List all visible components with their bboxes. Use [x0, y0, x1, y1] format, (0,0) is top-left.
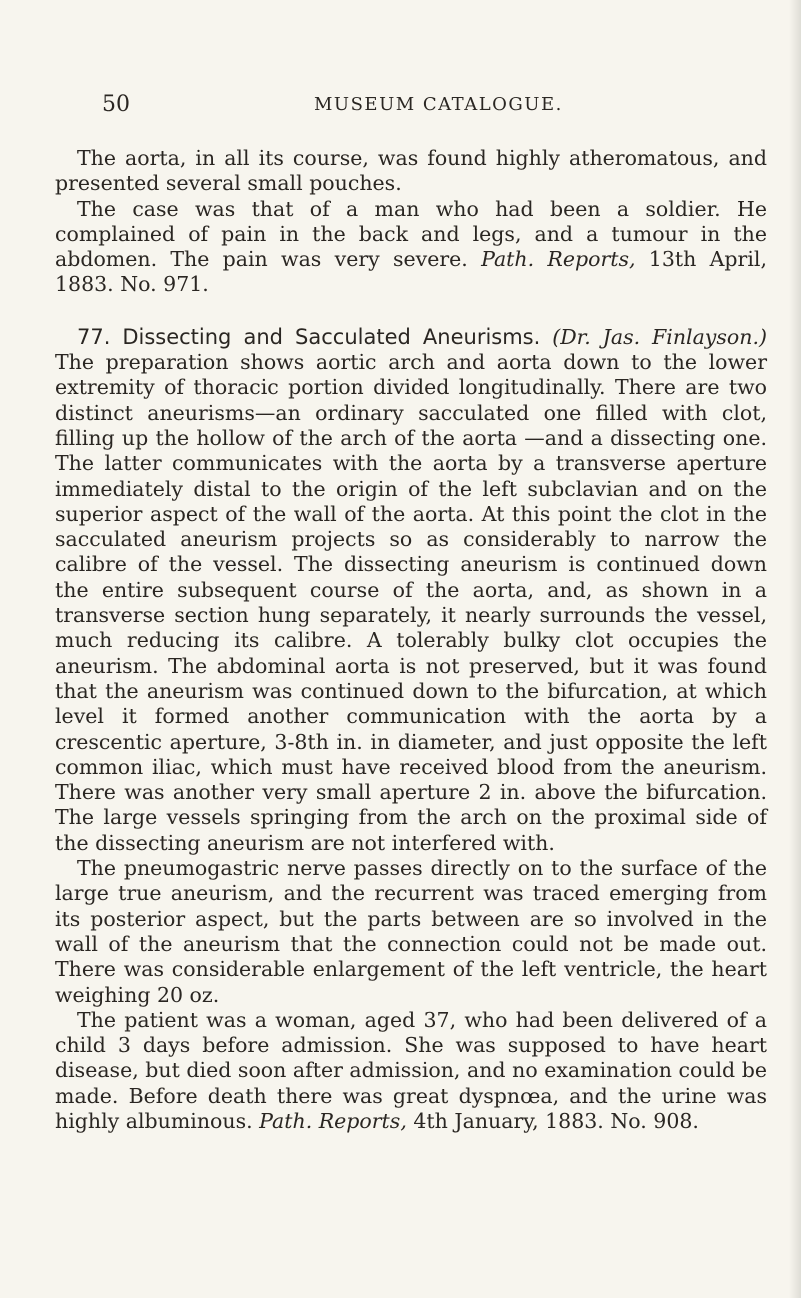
entry-paragraph-2: The pneumogastric nerve passes directly on to the surface of the large true aneurism, and the recurrent was traced emerging from its posterior aspect, but the parts between are so involved in the wall of the aneurism that the connection could not be made out. There was considerable enlargement of the left ventricle, the heart weighing 20 oz.	[55, 856, 767, 1007]
continuation-paragraph-2-text: The case was that of a man who had been a soldier. He complained of pain in the back and legs, and a tumour in the abdomen. The pain was very severe.	[55, 196, 767, 272]
continuation-reference: 13th April, 1883. No. 971.	[55, 247, 767, 297]
body-text	[55, 146, 767, 1134]
continuation-paragraph-1: The aorta, in all its course, was found highly atheromatous, and presented several small pouches.	[55, 146, 767, 196]
entry-heading	[55, 325, 767, 856]
entry-reference: 4th January, 1883. No. 908.	[413, 1108, 699, 1133]
continuation-source: Path. Reports,	[481, 247, 636, 272]
running-head	[102, 92, 757, 122]
entry-paragraph-3	[55, 1008, 767, 1134]
page-edge-shadow	[789, 0, 801, 1298]
entry-title: Dissecting and Sacculated Aneurisms.	[122, 324, 541, 349]
entry-paragraph-1: The preparation shows aortic arch and aorta down to the lower extremity of thoracic portion divided longitudinally. There are two distinct aneurisms—an ordinary sacculated one filled with clot, filling up the hollow of the arch of the aorta —and a dissecting one. The latter communicates with the aorta by a transverse aperture immediately distal to the origin of the left subclavian and on the superior aspect of the wall of the aorta. At this point the clot in the sacculated aneurism projects so as considerably to narrow the calibre of the vessel. The dissecting aneurism is continued down the entire subsequent course of the aorta, and, as shown in a transverse section hung separately, it nearly surrounds the vessel, much reducing its calibre. A tolerably bulky clot occupies the aneurism. The abdominal aorta is not preserved, but it was found that the aneurism was continued down to the bifurcation, at which level it formed another communication with the aorta by a crescentic aperture, 3-8th in. in diameter, and just opposite the left common iliac, which must have received blood from the aneurism. There was another very small aperture 2 in. above the bifurcation. The large vessels springing from the arch on the proximal side of the dissecting aneurism are not interfered with.	[55, 350, 767, 855]
page-number: 50	[102, 92, 130, 117]
running-title: MUSEUM CATALOGUE.	[314, 94, 563, 115]
entry-source: Path. Reports,	[259, 1108, 407, 1133]
continuation-paragraph-2	[55, 197, 767, 298]
catalogue-entry-77	[55, 325, 767, 1135]
entry-paragraph-3-text: The patient was a woman, aged 37, who had been delivered of a child 3 days before admission. She was supposed to have heart disease, but died soon after admission, and no examination could be made. Before death there was great dyspnœa, and the urine was highly albuminous.	[55, 1007, 767, 1133]
entry-donor: (Dr. Jas. Finlayson.)	[552, 324, 767, 349]
entry-number: 77.	[77, 324, 111, 349]
